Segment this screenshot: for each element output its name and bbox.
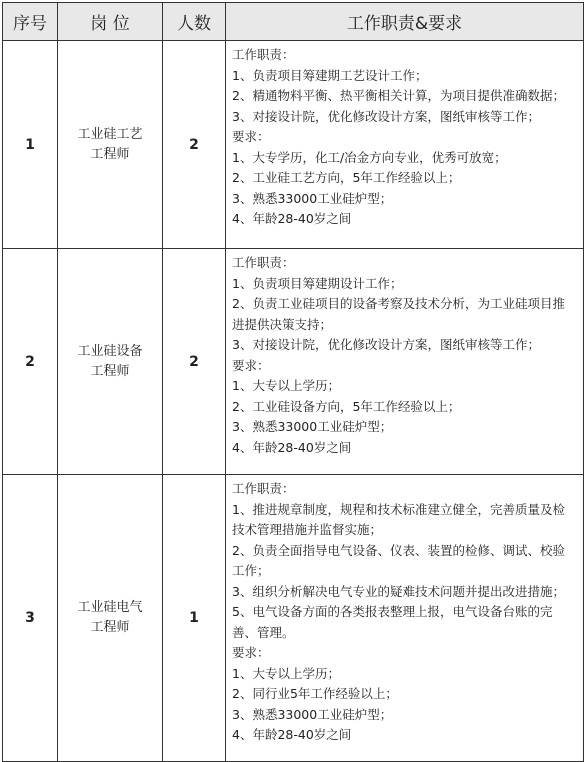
job-table [2,2,584,762]
header-row [3,3,584,41]
req-line: 2、负责工业硅项目的设备考察及技术分析，为工业硅项目推进提供决策支持； [232,296,565,332]
row-position: 工业硅电气工程师 [58,475,163,762]
req-line: 要求： [232,129,270,144]
table-row [3,41,584,249]
req-line: 4、年龄28-40岁之间 [232,727,352,742]
req-line: 1、大专学历，化工/冶金方向专业，优秀可放宽； [232,149,507,165]
req-line: 1、推进规章制度，规程和技术标准建立健全，完善质量及检技术管理措施并监督实施； [232,501,565,537]
req-line: 1、负责项目筹建期工艺设计工作； [232,67,428,83]
req-line: 5、电气设备方面的各类报表整理上报，电气设备台账的完善、管理。 [232,604,553,640]
req-line: 3、熟悉33000工业硅炉型； [232,190,393,206]
row-index: 3 [3,475,58,762]
table-header [3,3,584,41]
row-index: 1 [3,41,58,249]
row-position: 工业硅工艺工程师 [58,41,163,249]
req-line: 要求： [232,645,270,660]
header-position: 岗 位 [58,3,163,41]
req-line: 1、大专以上学历； [232,665,340,681]
req-line: 4、年龄28-40岁之间 [232,439,352,455]
req-line: 2、精通物料平衡、热平衡相关计算，为项目提供准确数据； [232,88,565,103]
row-count: 2 [163,41,226,249]
req-line: 4、年龄28-40岁之间 [232,211,352,226]
row-position: 工业硅设备工程师 [58,249,163,475]
header-count: 人数 [163,3,226,41]
table-body [3,41,584,762]
req-line: 2、同行业5年工作经验以上； [232,686,398,701]
req-line: 3、熟悉33000工业硅炉型； [232,706,393,722]
req-line: 1、负责项目筹建期设计工作； [232,275,403,291]
row-requirements [226,475,584,762]
row-count: 2 [163,249,226,475]
req-line: 工作职责： [232,47,295,62]
req-line: 2、工业硅设备方向，5年工作经验以上； [232,398,461,414]
header-requirements: 工作职责&要求 [226,3,584,41]
table-row [3,475,584,762]
row-index: 2 [3,249,58,475]
req-line: 2、工业硅工艺方向，5年工作经验以上； [232,170,461,185]
req-line: 3、对接设计院，优化修改设计方案，图纸审核等工作； [232,337,540,352]
row-requirements [226,249,584,475]
req-line: 3、熟悉33000工业硅炉型； [232,419,393,434]
row-requirements [226,41,584,249]
req-line: 3、对接设计院，优化修改设计方案，图纸审核等工作； [232,108,540,124]
table-row [3,249,584,475]
req-line: 3、组织分析解决电气专业的疑难技术问题并提出改进措施； [232,583,565,599]
req-line: 要求： [232,357,270,373]
req-line: 工作职责： [232,481,295,496]
req-line: 1、大专以上学历； [232,378,340,393]
req-line: 2、负责全面指导电气设备、仪表、装置的检修、调试、校验工作； [232,542,565,578]
req-line: 工作职责： [232,255,295,270]
row-count: 1 [163,475,226,762]
header-index: 序号 [3,3,58,41]
